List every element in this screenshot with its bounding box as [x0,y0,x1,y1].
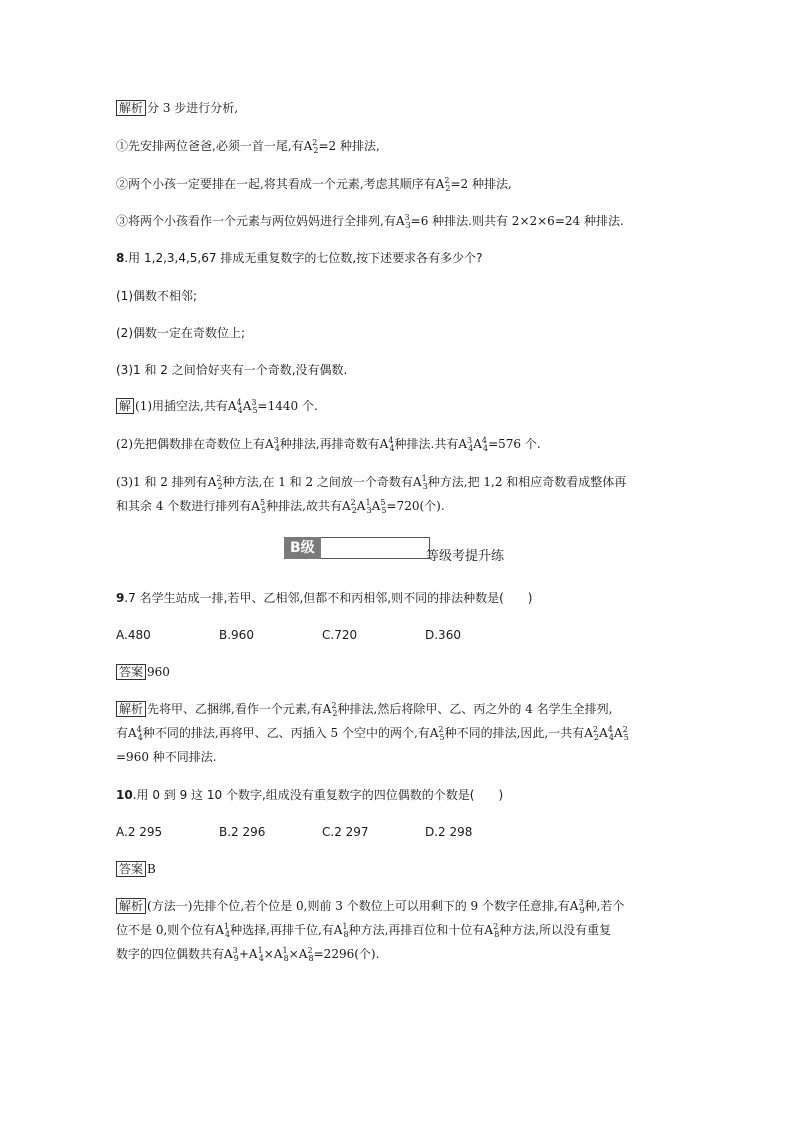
section-title: 等级考提升练 [426,549,505,564]
q10-answer: 答案 B [116,861,156,877]
section-level-box [284,537,430,559]
q9-option-a: A.480 [116,628,151,642]
q9-option-c: C.720 [322,628,358,642]
q9-option-d: D.360 [425,628,461,642]
q9-option-b: B.960 [219,628,254,642]
q10-option-b: B.2 296 [219,825,266,839]
q9-analysis-2: 有$A^4_4$种不同的排法,再将甲、乙、丙插入 5 个空中的两个,有$A^2_5$种不同的排法,因此,一共有$A^2_2A^4_4A^2_5$ [116,725,629,742]
q8-solution-3b: 和其余 4 个数进行排列有$A^5_5$种排法,故共有$A^2_2A^1_3A^5_5=720$(个). [116,498,445,515]
analysis-tag: 解析 [116,898,146,914]
q10-options [116,824,528,840]
q10-option-c: C.2 297 [322,825,369,839]
q10-stem: 10.用 0 到 9 这 10 个数字,组成没有重复数字的四位偶数的个数是( ) [116,788,504,802]
q8-solution-3a: (3)1 和 2 排列有$A^2_2$种方法,在 1 和 2 之间放一个奇数有$A^1_3$种方法,把 1,2 和相应奇数看成整体再 [116,474,627,491]
answer-tag: 答案 [116,861,146,877]
q7-step1: ①先安排两位爸爸,必须一首一尾,有$A^2_2=2$ 种排法, [116,138,380,155]
analysis-tag: 解析 [116,701,146,717]
q8-solution-1: 解 (1)用插空法,共有$A^4_4A^3_5=1440$ 个. [116,398,318,416]
solution-tag: 解 [116,398,134,414]
q7-step3: ③将两个小孩看作一个元素与两位妈妈进行全排列,有$A^3_3=6$ 种排法.则共有 2×2×6=24 种排法. [116,213,624,230]
q10-analysis-3: 数字的四位偶数共有$A^3_9+A^1_4\times A^1_8\times A^2_8=2296$(个). [116,946,380,963]
q9-stem: 9.7 名学生站成一排,若甲、乙相邻,但都不和丙相邻,则不同的排法种数是( ) [116,591,533,605]
q10-analysis-1: 解析 (方法一)先排个位,若个位是 0,则前 3 个数位上可以用剩下的 9 个数字任意排,有$A^3_9$种,若个 [116,898,624,916]
q8-part2: (2)偶数一定在奇数位上; [116,326,246,340]
q8-stem: 8.用 1,2,3,4,5,67 排成无重复数字的七位数,按下述要求各有多少个? [116,251,483,265]
q10-analysis-2: 位不是 0,则个位有$A^1_4$种选择,再排千位,有$A^1_8$种方法,再排百位和十位有$A^2_8$种方法,所以没有重复 [116,922,612,939]
level-badge: B级 [284,537,321,559]
q9-options [116,627,528,643]
q8-part1: (1)偶数不相邻; [116,289,198,303]
analysis-tag: 解析 [116,100,146,116]
q7-step2: ②两个小孩一定要排在一起,将其看成一个元素,考虑其顺序有$A^2_2=2$ 种排法, [116,176,512,193]
answer-tag: 答案 [116,664,146,680]
q8-part3: (3)1 和 2 之间恰好夹有一个奇数,没有偶数. [116,363,348,377]
q10-option-a: A.2 295 [116,825,163,839]
q8-solution-2: (2)先把偶数排在奇数位上有$A^3_4$种排法,再排奇数有$A^4_4$种排法.共有$A^3_4A^4_4=576$ 个. [116,436,541,453]
level-blank [321,537,430,559]
q7-analysis-intro: 解析 分 3 步进行分析, [116,100,238,116]
q10-option-d: D.2 298 [425,825,473,839]
q9-analysis-1: 解析 先将甲、乙捆绑,看作一个元素,有$A^2_2$种排法,然后将除甲、乙、丙之外的 4 名学生全排列, [116,701,612,719]
q9-analysis-3: =960 种不同排法. [116,750,217,764]
q9-answer: 答案 960 [116,664,170,680]
